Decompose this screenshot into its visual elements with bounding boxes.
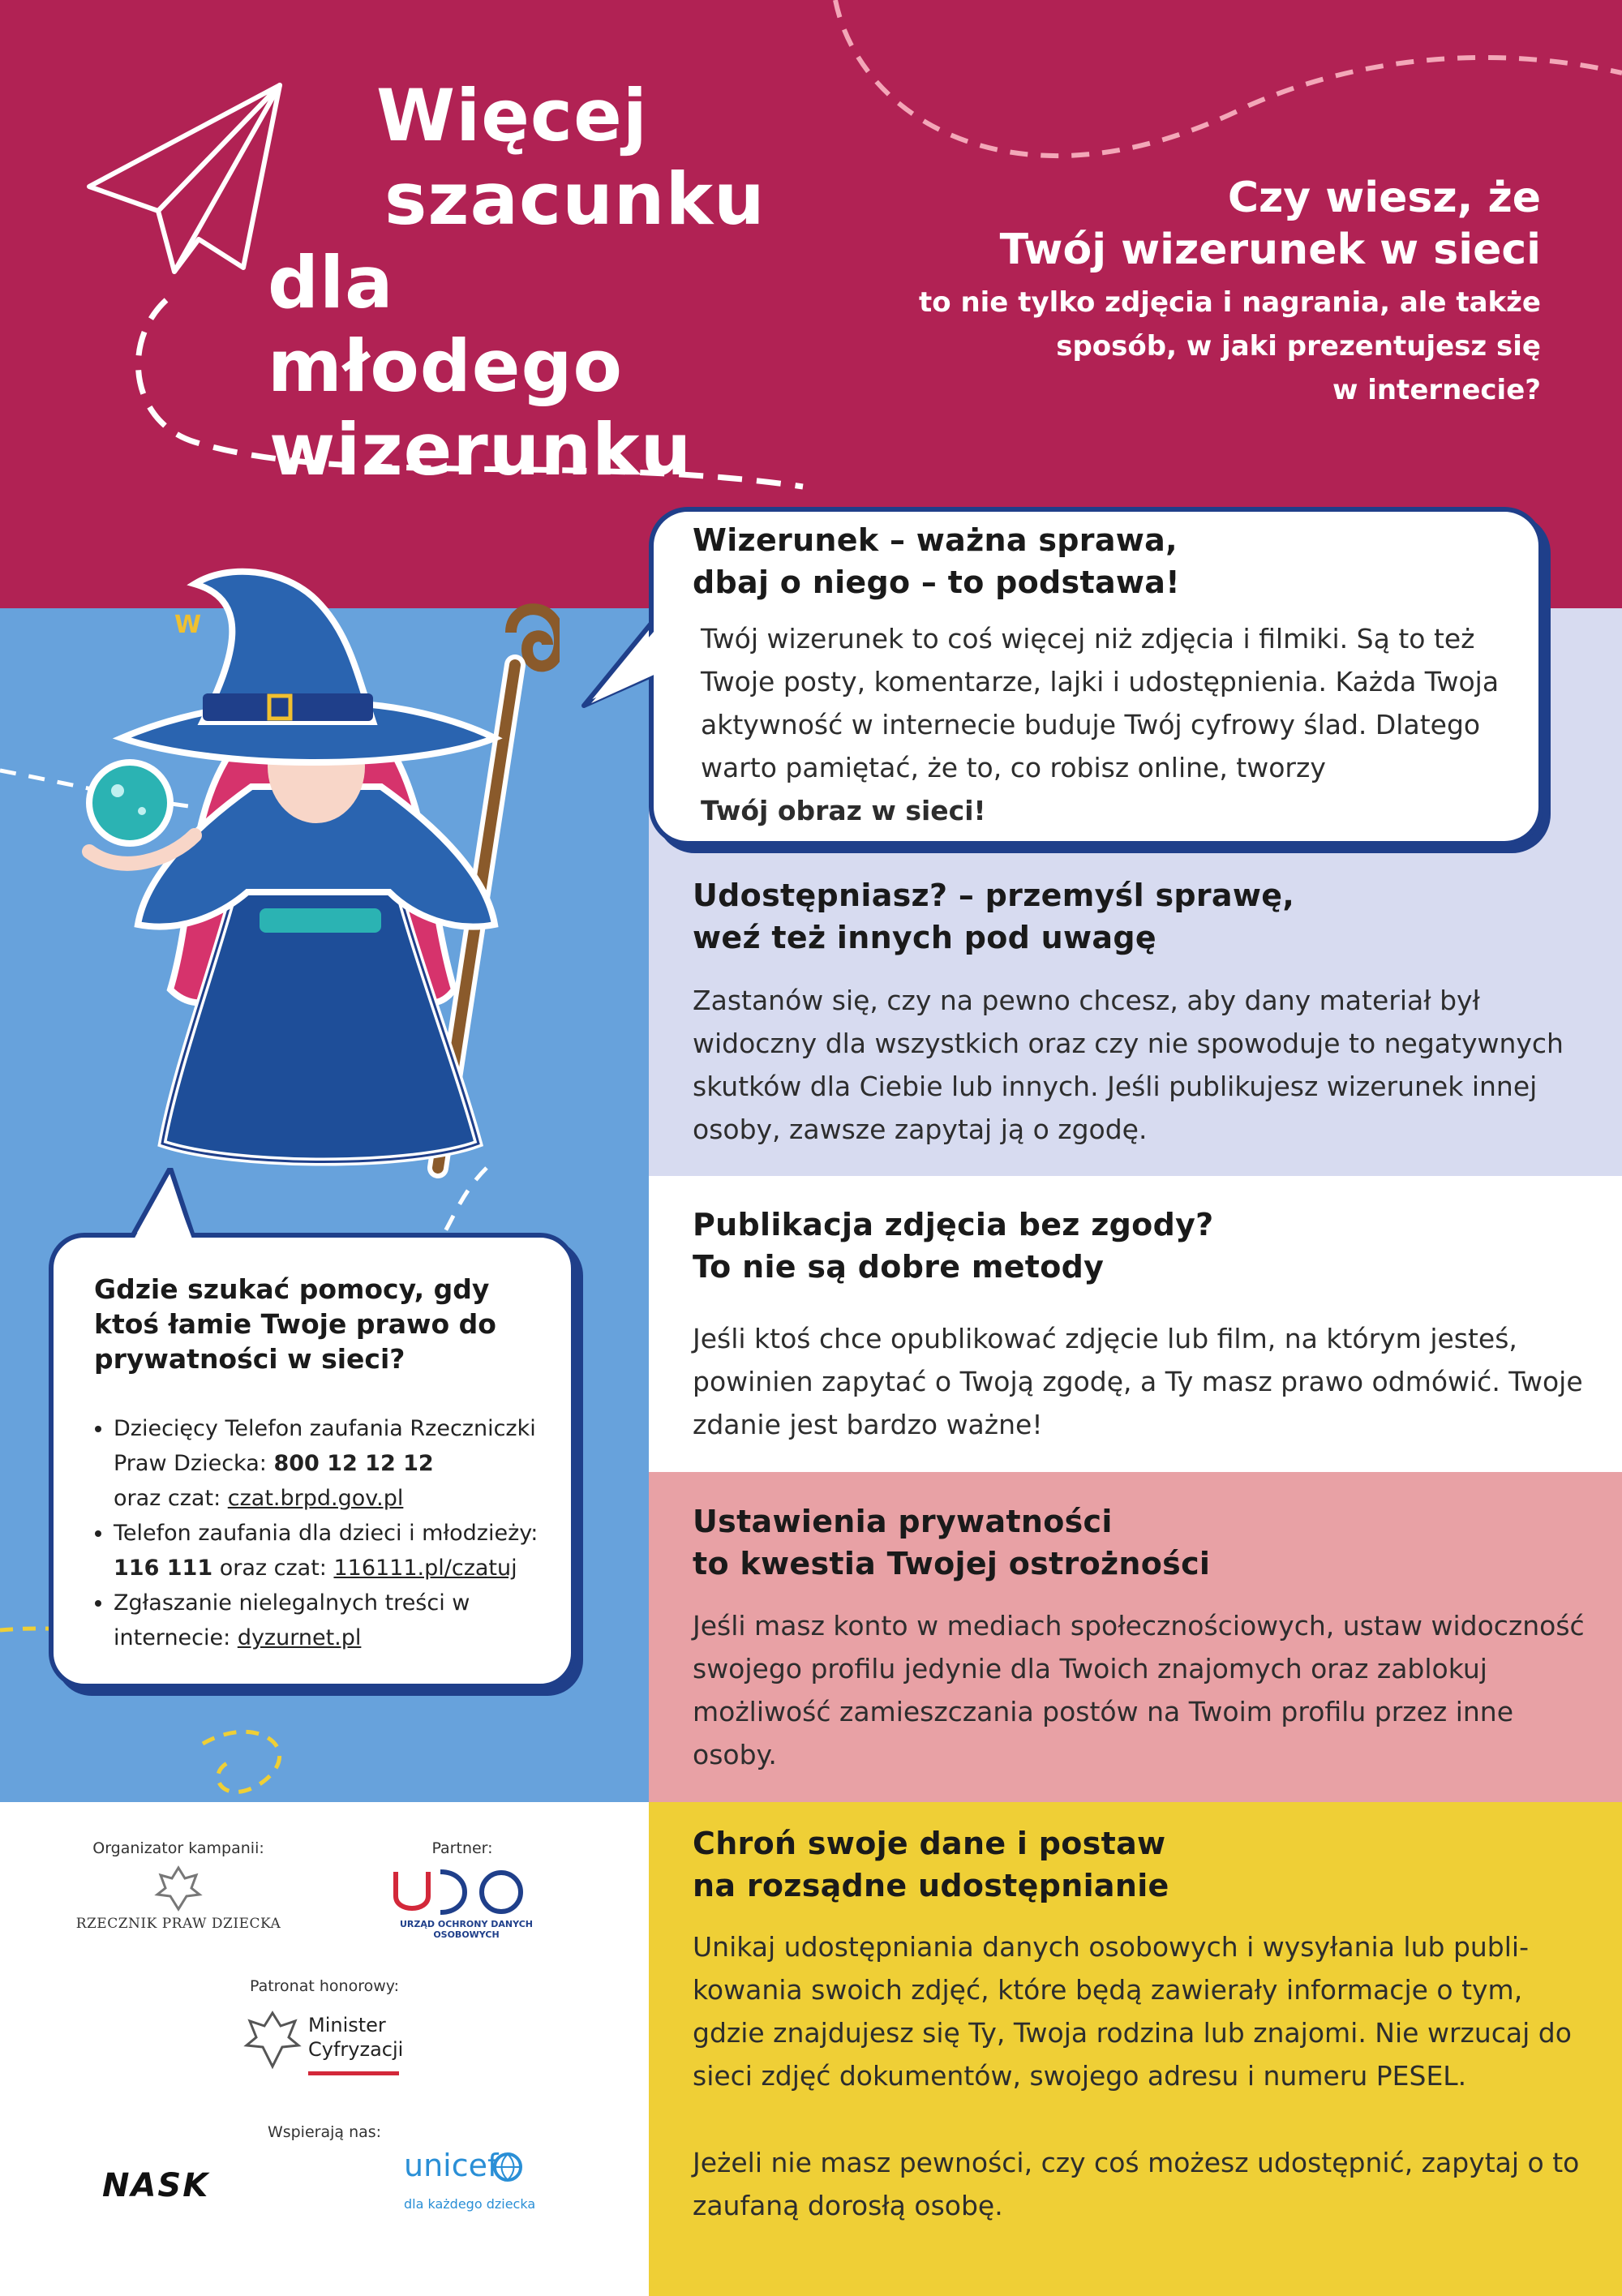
body-text: Twój wizerunek to coś więcej niż zdjęcia i filmiki. Są to też Twoje posty, komentarze, lajki i udostępnienia. Każda Twoja aktywność w internecie buduje Twój cyfrowy ślad. Dlatego warto pamiętać, że to, co robisz online, tworzy <box>701 623 1500 783</box>
link-czat-brpd[interactable]: czat.brpd.gov.pl <box>227 1486 404 1511</box>
globe-icon <box>491 2151 524 2183</box>
heading-line: Chroń swoje dane i postaw <box>693 1826 1166 1861</box>
patron-name-line: Minister <box>308 2014 386 2036</box>
section-body: Jeśli ktoś chce opublikować zdjęcie lub film, na którym jesteś, powinien zapytać o Twoją zgodę, a Ty masz prawo odmówić. Twoje zdanie jest bardzo ważne! <box>693 1323 1583 1440</box>
partner-label: Partner: <box>431 1839 493 1857</box>
section-heading <box>693 1822 1585 1907</box>
wizard-illustration <box>73 568 560 1184</box>
intro-question <box>811 172 1541 412</box>
heading-line: Publikacja zdjęcia bez zgody? <box>693 1207 1214 1242</box>
section-body: Jeżeli nie masz pewności, czy coś możesz udostępnić, zapytaj o to zaufaną dorosłą osobę. <box>693 2147 1580 2221</box>
patron-name-line: Cyfryzacji <box>308 2038 404 2061</box>
help-item <box>114 1411 561 1516</box>
title-line: dla młodego <box>268 240 623 408</box>
question-subline: w internecie? <box>1332 374 1541 406</box>
phone-number: 116 111 <box>114 1556 213 1581</box>
help-item-text: Telefon zaufania dla dzieci i młodzieży: <box>114 1521 539 1546</box>
heading-line: To nie są dobre metody <box>693 1249 1105 1285</box>
section-heading <box>693 519 1504 603</box>
heading-line: na rozsądne udostępnianie <box>693 1868 1169 1903</box>
section-heading <box>693 1500 1585 1585</box>
heading-line: weź też innych pod uwagę <box>693 920 1156 955</box>
page-title <box>268 75 770 492</box>
section-heading <box>693 1204 1585 1288</box>
organizer-label: Organizator kampanii: <box>92 1839 264 1857</box>
section-body: Jeśli masz konto w mediach społecznościowych, ustaw widoczność swojego profilu jedynie dla Twoich znajomych oraz zablokuj możliwość zamieszczania postów na Twoim profilu przez inne osoby. <box>693 1610 1585 1770</box>
phone-number: 800 12 12 12 <box>273 1451 434 1476</box>
help-item-text: oraz czat: <box>212 1556 334 1581</box>
title-line: szacunku <box>384 157 766 241</box>
section-body: Zastanów się, czy na pewno chcesz, aby dany materiał był widoczny dla wszystkich oraz czy nie spowoduje to negatywnych skutków dla Ciebie lub innych. Jeśli publikujesz wizerunek innej osoby, zawsze zapytaj ją o zgodę. <box>693 985 1564 1145</box>
heading-line: Wizerunek – ważna sprawa, <box>693 522 1178 558</box>
heading-line: to kwestia Twojej ostrożności <box>693 1546 1211 1581</box>
eagle-emblem-icon <box>243 2008 302 2073</box>
title-line: Więcej <box>376 74 648 157</box>
link-116111[interactable]: 116111.pl/czatuj <box>333 1556 517 1581</box>
section-heading <box>693 874 1585 959</box>
help-bubble-tail-fill <box>118 1176 200 1241</box>
support-label: Wspierają nas: <box>267 2123 382 2141</box>
help-heading: Gdzie szukać pomocy, gdy ktoś łamie Twoje prawo do prywatności w sieci? <box>94 1273 496 1375</box>
help-item-text: Zgłaszanie nielegalnych treści w internecie: <box>114 1590 470 1650</box>
nask-logo: NASK <box>102 2167 210 2204</box>
patron-label: Patronat honorowy: <box>249 1977 400 1995</box>
body-bold-text: Twój obraz w sieci! <box>701 795 986 826</box>
help-list <box>91 1411 561 1655</box>
organizer-name: RZECZNIK PRAW DZIECKA <box>75 1916 281 1932</box>
question-line: Twój wizerunek w sieci <box>999 225 1541 274</box>
link-dyzurnet[interactable]: dyzurnet.pl <box>237 1625 362 1650</box>
svg-text:W: W <box>174 611 202 639</box>
section-body <box>701 617 1528 832</box>
unicef-tagline: dla każdego dziecka <box>404 2196 536 2212</box>
paper-plane-icon <box>81 77 292 280</box>
eagle-emblem-icon <box>154 1864 203 1912</box>
heading-line: Udostępniasz? – przemyśl sprawę, <box>693 878 1295 913</box>
title-line: wizerunku <box>269 407 693 491</box>
section-body: Unikaj udostępniania danych osobowych i wysyłania lub publi-kowania swoich zdjęć, które będą zawierały informacje o tym, gdzie znajdujesz się Ty, Twoja rodzina lub znajomi. Nie wrzucaj do sieci zdjęć dokumentów, swojego adresu i numeru PESEL. <box>693 1931 1572 2092</box>
partner-name: URZĄD OCHRONY DANYCH OSOBOWYCH <box>399 1919 533 1940</box>
patron-underline <box>308 2071 399 2075</box>
question-line: Czy wiesz, że <box>1227 174 1541 222</box>
patron-name <box>308 2013 403 2062</box>
heading-line: Ustawienia prywatności <box>693 1504 1113 1539</box>
uodo-logo-icon <box>388 1864 542 1920</box>
bubble-tail-fill <box>575 625 664 706</box>
help-item <box>114 1586 561 1655</box>
help-item-text: oraz czat: <box>114 1486 228 1511</box>
question-subline: sposób, w jaki prezentujesz się <box>1056 330 1541 363</box>
help-item-text: Dziecięcy Telefon zaufania Rzeczniczki Praw Dziecka: <box>114 1416 536 1476</box>
heading-line: dbaj o niego – to podstawa! <box>693 564 1180 600</box>
help-item <box>114 1516 561 1586</box>
question-subline: to nie tylko zdjęcia i nagrania, ale także <box>919 286 1541 319</box>
unicef-logo: unicef <box>404 2148 499 2183</box>
